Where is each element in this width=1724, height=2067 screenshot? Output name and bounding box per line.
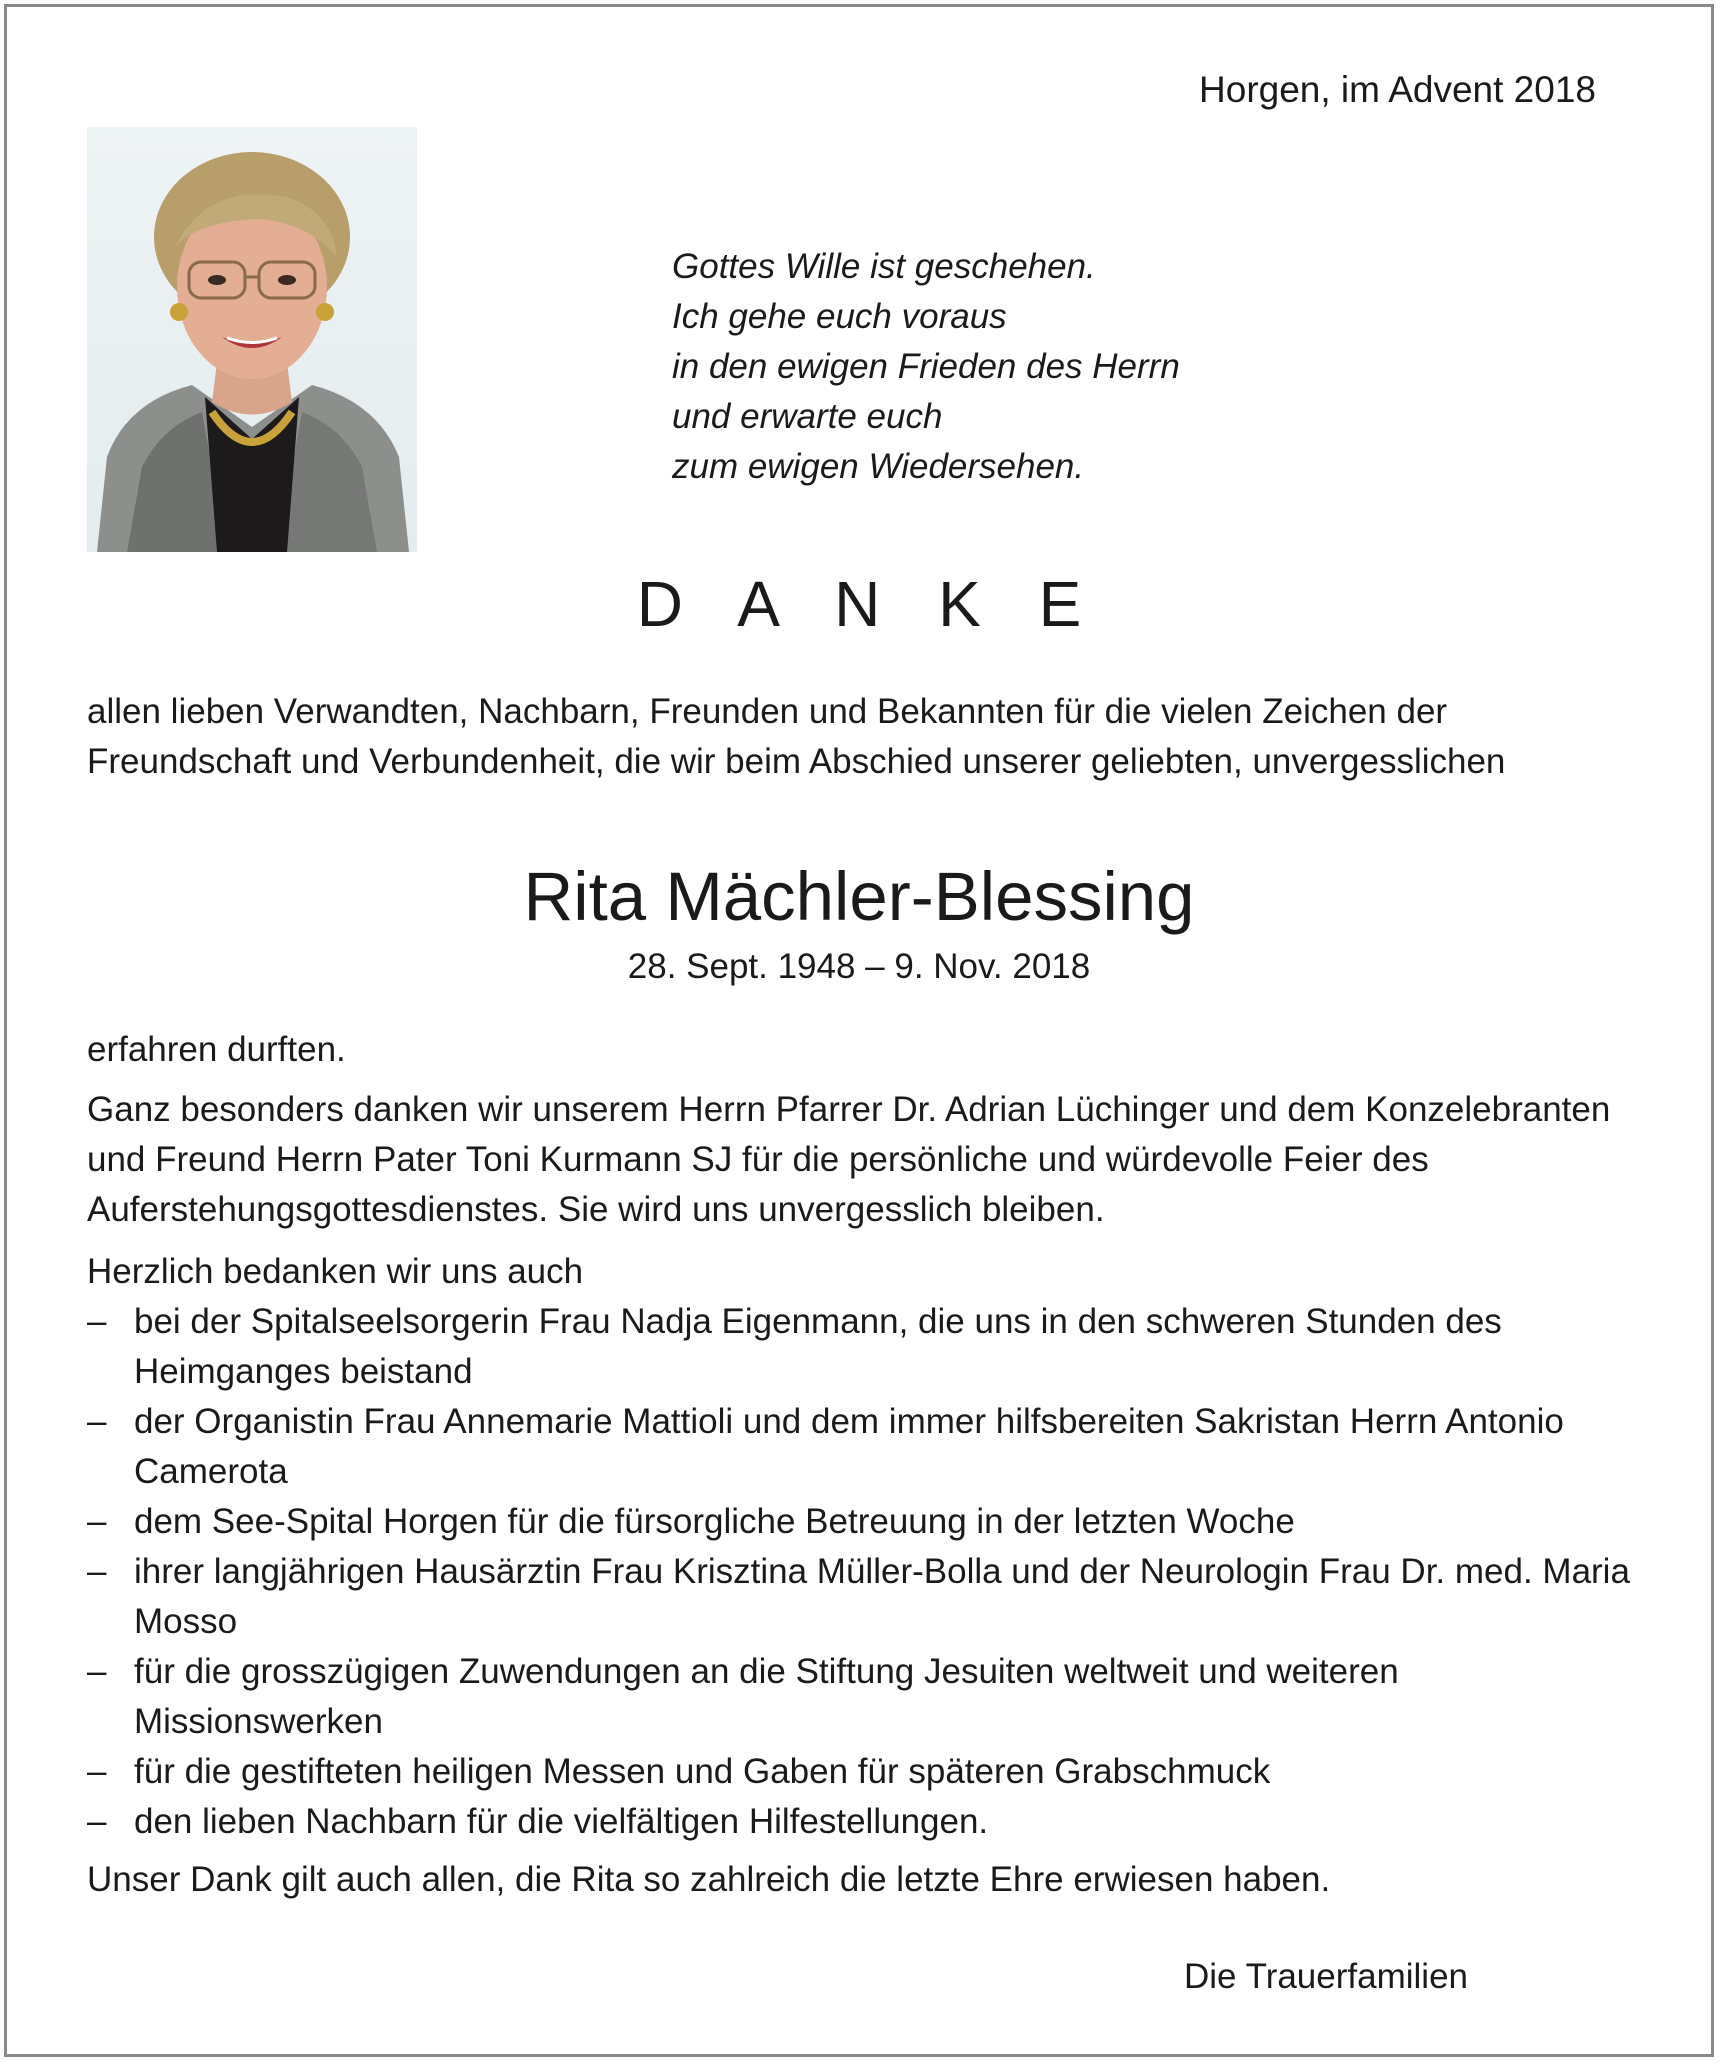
list-dash: – (87, 1552, 107, 1591)
list-item (87, 1497, 1647, 1547)
list-item-text: für die grosszügigen Zuwendungen an die Stiftung Jesuiten weltweit und weiteren Missionswerken (134, 1652, 1399, 1741)
list-dash: – (87, 1752, 107, 1791)
obituary-card (4, 4, 1714, 2057)
poem-line: und erwarte euch (672, 397, 943, 436)
thanks-list (87, 1297, 1647, 1847)
list-item-text: für die gestifteten heiligen Messen und Gaben für späteren Grabschmuck (134, 1752, 1271, 1791)
list-item (87, 1297, 1647, 1397)
poem-line: zum ewigen Wiedersehen. (672, 447, 1085, 486)
list-dash: – (87, 1652, 107, 1691)
after-name-text: erfahren durften. (87, 1030, 346, 1069)
poem-line: Ich gehe euch voraus (672, 297, 1007, 336)
special-thanks-paragraph: Ganz besonders danken wir unserem Herrn Pfarrer Dr. Adrian Lüchinger und dem Konzelebranten und Freund Herrn Pater Toni Kurmann SJ für die persönliche und würdevolle Feier des Auferstehungsgottesdienstes. Sie wird uns unvergesslich bleiben. (87, 1090, 1611, 1229)
list-dash: – (87, 1402, 107, 1441)
poem (672, 242, 1180, 492)
place-date: Horgen, im Advent 2018 (1199, 69, 1596, 110)
life-dates: 28. Sept. 1948 – 9. Nov. 2018 (627, 947, 1091, 986)
danke-heading: D A N K E (636, 568, 1102, 640)
poem-line: Gottes Wille ist geschehen. (672, 247, 1096, 286)
list-dash: – (87, 1302, 107, 1341)
intro-paragraph: allen lieben Verwandten, Nachbarn, Freunden und Bekannten für die vielen Zeichen der Freundschaft und Verbundenheit, die wir beim Abschied unserer geliebten, unvergesslichen (87, 692, 1506, 781)
list-dash: – (87, 1502, 107, 1541)
deceased-name: Rita Mächler-Blessing (523, 858, 1195, 935)
list-item-text: den lieben Nachbarn für die vielfältigen Hilfestellungen. (134, 1802, 989, 1841)
list-item-text: ihrer langjährigen Hausärztin Frau Krisztina Müller-Bolla und der Neurologin Frau Dr. med. Maria Mosso (134, 1552, 1630, 1641)
closing-paragraph: Unser Dank gilt auch allen, die Rita so zahlreich die letzte Ehre erwiesen haben. (87, 1860, 1331, 1899)
poem-line: in den ewigen Frieden des Herrn (672, 347, 1180, 386)
list-dash: – (87, 1802, 107, 1841)
list-item (87, 1747, 1647, 1797)
thanks-intro: Herzlich bedanken wir uns auch (87, 1252, 584, 1291)
list-item (87, 1397, 1647, 1497)
signature: Die Trauerfamilien (1184, 1957, 1468, 1996)
list-item (87, 1547, 1647, 1647)
list-item (87, 1647, 1647, 1747)
list-item (87, 1797, 1647, 1847)
list-item-text: bei der Spitalseelsorgerin Frau Nadja Eigenmann, die uns in den schweren Stunden des Heimganges beistand (134, 1302, 1502, 1391)
portrait-photo (87, 127, 417, 552)
list-item-text: der Organistin Frau Annemarie Mattioli und dem immer hilfsbereiten Sakristan Herrn Antonio Camerota (134, 1402, 1564, 1491)
list-item-text: dem See-Spital Horgen für die fürsorgliche Betreuung in der letzten Woche (134, 1502, 1295, 1541)
